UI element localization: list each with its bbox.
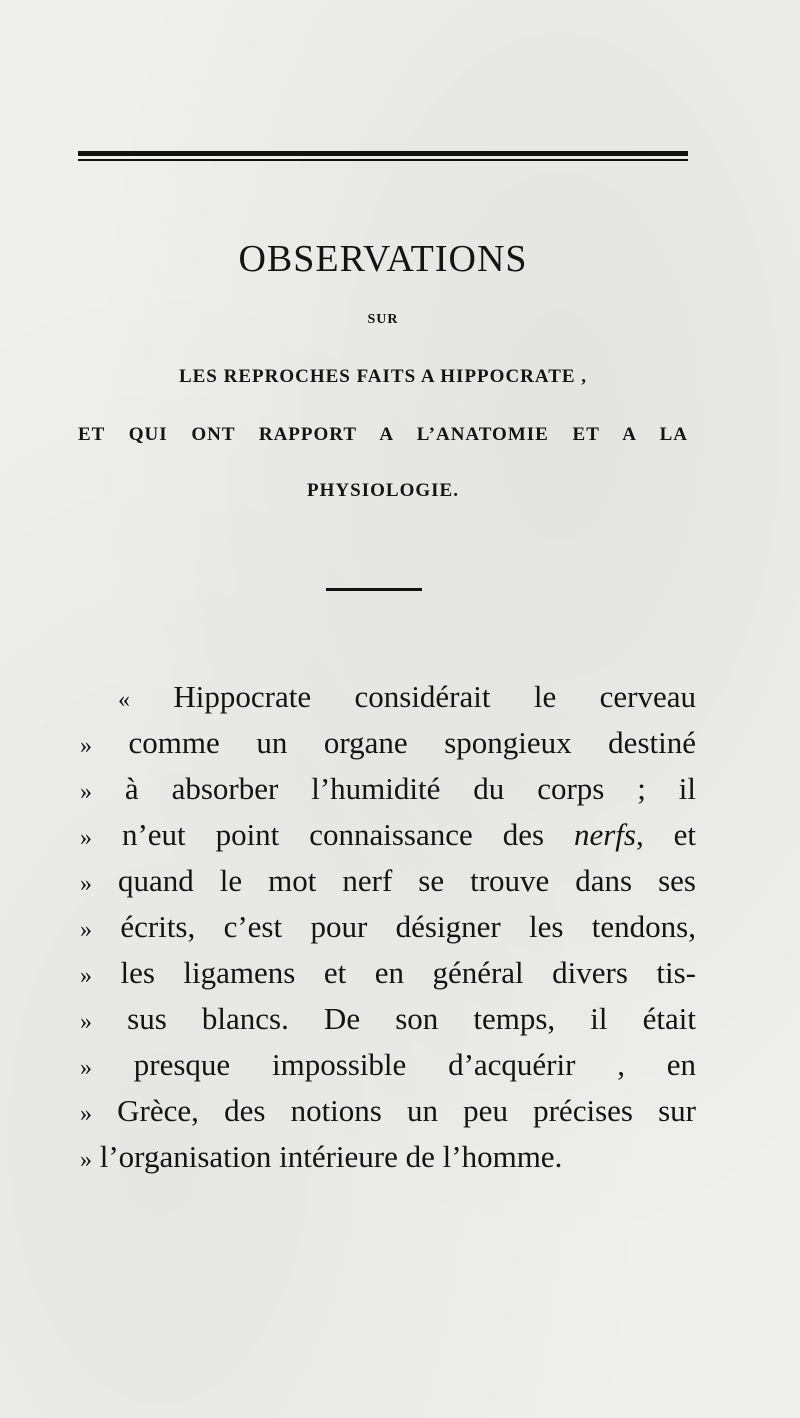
chapter-subtitle-line-3: PHYSIOLOGIE. xyxy=(307,480,459,501)
chapter-subtitle-line-1: LES REPROCHES FAITS A HIPPOCRATE , xyxy=(178,366,588,387)
text-line: « Hippocrate considérait le cerveau xyxy=(118,679,697,714)
chapter-title: OBSERVATIONS xyxy=(238,238,528,280)
text-line: » les ligamens et en général divers tis- xyxy=(80,955,697,990)
chapter-title-sur: SUR xyxy=(367,312,399,327)
text-line: » Grèce, des notions un peu précises sur xyxy=(80,1093,697,1128)
text-line: » l’organisation intérieure de l’homme. xyxy=(80,1139,563,1174)
section-divider xyxy=(326,588,422,591)
italic-word: nerfs xyxy=(573,817,636,852)
text-line: » écrits, c’est pour désigner les tendons, xyxy=(80,909,696,944)
text-line: » presque impossible d’acquérir , en xyxy=(80,1047,696,1082)
text-line: » quand le mot nerf se trouve dans ses xyxy=(80,863,696,898)
text-line: » comme un organe spongieux destiné xyxy=(80,725,696,760)
header-rule-thin xyxy=(78,159,688,161)
chapter-subtitle-line-2: ET QUI ONT RAPPORT A L’ANATOMIE ET A LA xyxy=(78,424,688,445)
text-line: » n’eut point connaissance des nerfs, et xyxy=(80,817,697,852)
open-quote-mark: « xyxy=(118,687,130,713)
text-line: » à absorber l’humidité du corps ; il xyxy=(80,771,697,806)
quote-paragraph xyxy=(80,674,696,1180)
header-double-rule xyxy=(78,151,688,163)
text-line: » sus blancs. De son temps, il était xyxy=(80,1001,696,1036)
header-rule-thick xyxy=(78,151,688,156)
